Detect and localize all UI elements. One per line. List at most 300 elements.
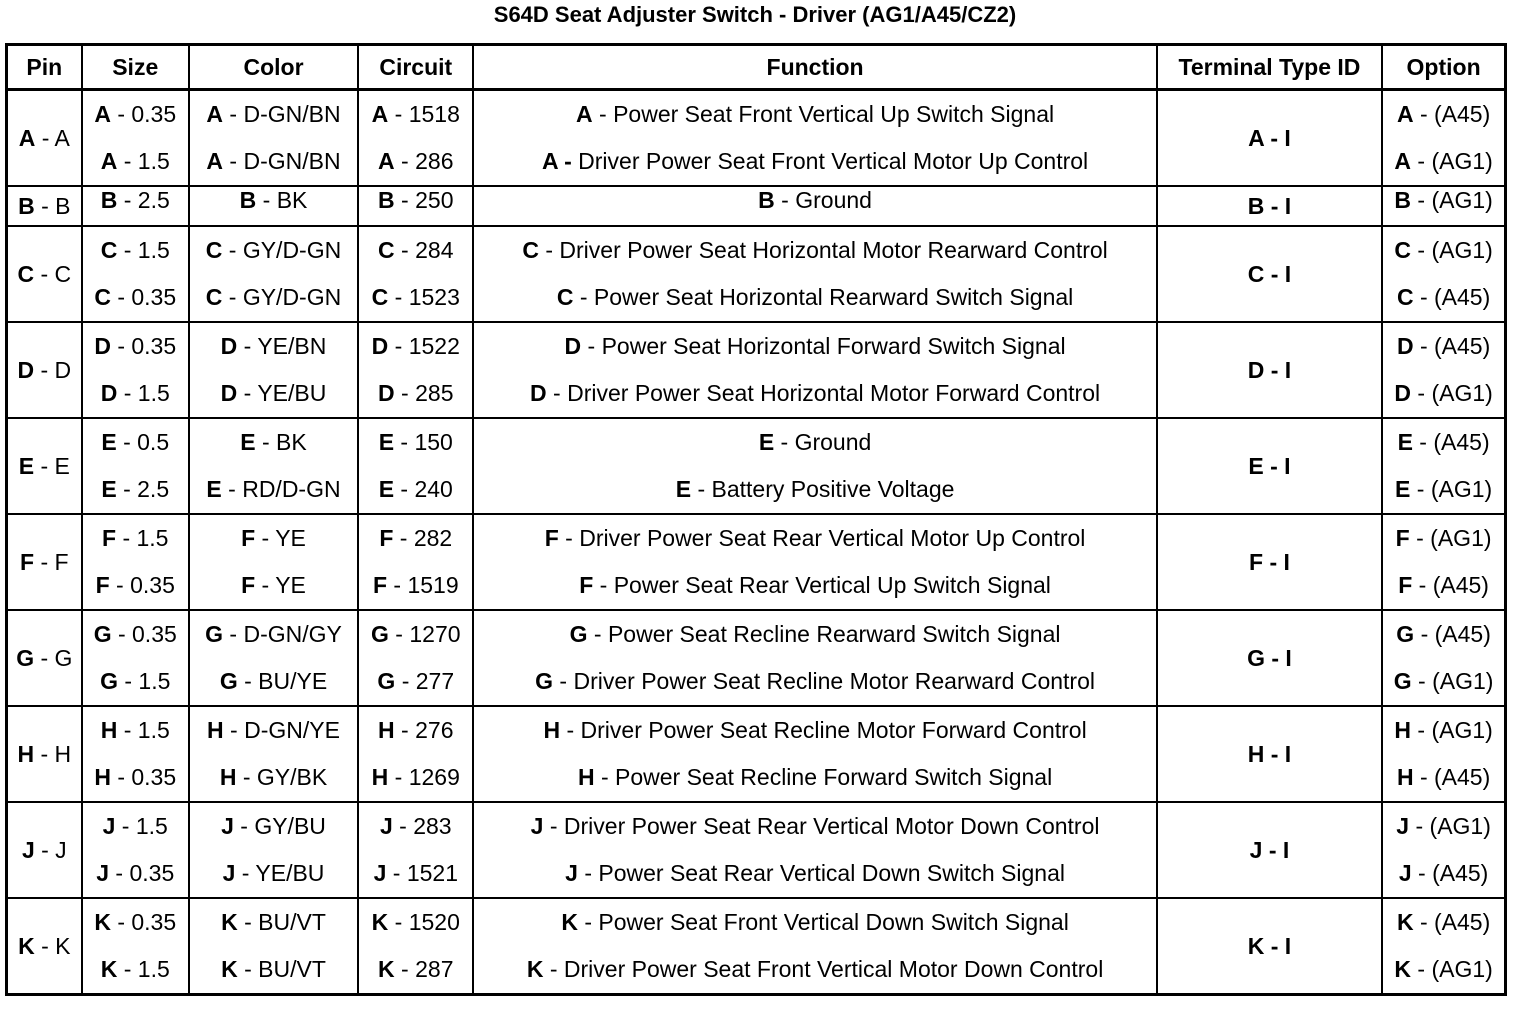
circuit-cell — [358, 418, 473, 514]
option-cell — [1382, 226, 1505, 322]
function — [474, 429, 1155, 456]
header-option: Option — [1382, 45, 1505, 90]
option-stack — [1383, 425, 1504, 507]
option — [1383, 572, 1504, 599]
circuit-stack — [359, 617, 472, 699]
function-cell — [473, 418, 1156, 514]
size-letter: D — [100, 380, 118, 406]
size-letter: F — [95, 572, 110, 598]
function-value: - Driver Power Seat Horizontal Motor Forward Control — [546, 380, 1101, 406]
size-value: - 0.35 — [109, 572, 175, 598]
color — [190, 764, 357, 791]
function-letter: K — [561, 909, 578, 935]
color — [190, 101, 357, 128]
function-value: Driver Power Seat Front Vertical Motor Up Control — [578, 148, 1089, 174]
size — [83, 621, 188, 648]
circuit-stack — [359, 233, 472, 315]
function-letter: A - — [541, 148, 579, 174]
option-cell — [1382, 322, 1505, 418]
option — [1383, 284, 1504, 311]
color-value: - D-GN/BN — [223, 148, 341, 174]
size-letter: J — [96, 860, 110, 886]
function-letter: G — [535, 668, 554, 694]
size-value: - 1.5 — [117, 956, 170, 982]
circuit-value: - 1518 — [388, 101, 460, 127]
size-letter: G — [100, 668, 118, 694]
circuit — [359, 621, 472, 648]
size — [83, 187, 188, 214]
option-letter: C — [1396, 284, 1414, 310]
option-value: - (AG1) — [1411, 956, 1493, 982]
color-value: - BK — [255, 429, 307, 455]
size-value: - 1.5 — [117, 148, 170, 174]
option-letter: A — [1396, 101, 1414, 127]
color-letter: F — [241, 525, 256, 551]
option-letter: K — [1394, 956, 1412, 982]
size — [83, 668, 188, 695]
function-value: - Ground — [774, 187, 872, 213]
pin-value: - B — [34, 192, 71, 219]
circuit-cell — [358, 706, 473, 802]
option-letter: H — [1394, 717, 1412, 743]
option-letter: B — [1394, 187, 1412, 213]
option-value: - (A45) — [1411, 860, 1489, 886]
terminal-type-value: A - I — [1248, 124, 1291, 151]
circuit — [359, 333, 472, 360]
circuit-stack — [359, 905, 472, 987]
option-value: - (A45) — [1413, 909, 1491, 935]
circuit-letter: A — [378, 148, 395, 174]
size-cell — [82, 706, 189, 802]
function-letter: H — [577, 764, 595, 790]
color-cell — [189, 514, 358, 610]
function — [474, 101, 1155, 128]
circuit-letter: E — [378, 429, 395, 455]
function-value: - Power Seat Front Vertical Up Switch Signal — [592, 101, 1055, 127]
circuit-cell — [358, 226, 473, 322]
size-letter: B — [100, 187, 118, 213]
option — [1383, 333, 1504, 360]
function — [474, 909, 1155, 936]
circuit-stack — [359, 425, 472, 507]
function-value: - Driver Power Seat Front Vertical Motor Down Control — [543, 956, 1104, 982]
color-cell — [189, 706, 358, 802]
circuit-value: - 284 — [394, 237, 454, 263]
option-value: - (AG1) — [1410, 476, 1493, 502]
circuit-value: - 1521 — [386, 860, 458, 886]
option — [1383, 525, 1504, 552]
color-value: - GY/BU — [233, 813, 326, 839]
color-letter: H — [207, 717, 224, 743]
color-stack — [190, 521, 357, 603]
option-cell — [1382, 90, 1505, 187]
table-row — [7, 322, 1506, 418]
circuit-letter: D — [371, 333, 389, 359]
color-stack — [190, 233, 357, 315]
option-value: - (A45) — [1413, 764, 1491, 790]
function-stack — [474, 905, 1155, 987]
terminal-type-value: G - I — [1247, 644, 1292, 671]
option-letter: D — [1396, 333, 1414, 359]
color-letter: D — [220, 380, 238, 406]
size-cell — [82, 898, 189, 995]
function — [474, 476, 1155, 503]
circuit-letter: F — [379, 525, 394, 551]
size — [83, 909, 188, 936]
option-letter: J — [1398, 860, 1412, 886]
color-letter: K — [221, 956, 238, 982]
terminal-type-cell — [1157, 898, 1382, 995]
pin-value: - G — [34, 644, 73, 671]
function-cell — [473, 706, 1156, 802]
pin-value: - F — [34, 548, 69, 575]
function-value: - Battery Positive Voltage — [691, 476, 955, 502]
function-stack — [474, 187, 1155, 225]
color-letter: G — [219, 668, 238, 694]
color-value: - D-GN/BN — [223, 101, 341, 127]
pin-cell — [7, 418, 82, 514]
circuit-value: - 150 — [394, 429, 453, 455]
circuit — [359, 525, 472, 552]
option-cell — [1382, 898, 1505, 995]
option-stack — [1383, 187, 1504, 225]
color-value: - D-GN/YE — [223, 717, 340, 743]
color-value: - BU/VT — [237, 909, 326, 935]
function — [474, 148, 1155, 175]
color — [190, 621, 357, 648]
option-value: - (AG1) — [1411, 668, 1494, 694]
function-stack — [474, 425, 1155, 507]
circuit — [359, 668, 472, 695]
circuit-value: - 287 — [394, 956, 454, 982]
size-cell — [82, 802, 189, 898]
color-cell — [189, 322, 358, 418]
size — [83, 380, 188, 407]
function — [474, 572, 1155, 599]
circuit-letter: C — [371, 284, 389, 310]
circuit-value: - 250 — [394, 187, 454, 213]
size-letter: K — [100, 956, 118, 982]
circuit — [359, 476, 472, 503]
color — [190, 187, 357, 214]
option-stack — [1383, 521, 1504, 603]
size-stack — [83, 809, 188, 891]
function-value: - Power Seat Horizontal Rearward Switch Signal — [573, 284, 1074, 310]
function-value: - Power Seat Rear Vertical Up Switch Signal — [593, 572, 1051, 598]
option — [1383, 956, 1504, 983]
circuit — [359, 284, 472, 311]
size-value: - 1.5 — [116, 525, 169, 551]
function — [474, 187, 1155, 214]
pin-letter: H — [17, 740, 35, 767]
circuit — [359, 429, 472, 456]
color — [190, 956, 357, 983]
circuit — [359, 187, 472, 214]
color-letter: E — [240, 429, 256, 455]
option-letter: E — [1397, 429, 1413, 455]
size — [83, 333, 188, 360]
color-value: - RD/D-GN — [221, 476, 341, 502]
pin-cell — [7, 706, 82, 802]
pin-letter: J — [21, 836, 35, 863]
option-letter: K — [1396, 909, 1414, 935]
color-letter: K — [221, 909, 238, 935]
function-letter: C — [556, 284, 574, 310]
size-letter: J — [102, 813, 116, 839]
function-stack — [474, 713, 1155, 795]
circuit-cell — [358, 610, 473, 706]
function-letter: D — [530, 380, 547, 406]
circuit — [359, 813, 472, 840]
pin-value: - A — [35, 124, 70, 151]
pin-cell — [7, 226, 82, 322]
function-cell — [473, 610, 1156, 706]
option-stack — [1383, 809, 1504, 891]
terminal-type-cell — [1157, 226, 1382, 322]
terminal-type-cell — [1157, 90, 1382, 187]
option-letter: E — [1395, 476, 1411, 502]
function-letter: J — [565, 860, 578, 886]
color-cell — [189, 418, 358, 514]
pin-value: - D — [34, 356, 72, 383]
color-stack — [190, 187, 357, 225]
function-cell — [473, 322, 1156, 418]
size-value: - 0.35 — [110, 101, 177, 127]
function-letter: K — [526, 956, 544, 982]
function — [474, 380, 1155, 407]
pin-cell — [7, 610, 82, 706]
option-cell — [1382, 610, 1505, 706]
terminal-type-cell — [1157, 322, 1382, 418]
circuit-value: - 240 — [394, 476, 453, 502]
function-cell — [473, 186, 1156, 226]
size-cell — [82, 514, 189, 610]
function-value: - Driver Power Seat Rear Vertical Motor Up Control — [558, 525, 1086, 551]
circuit-value: - 1523 — [388, 284, 460, 310]
function-value: - Power Seat Recline Rearward Switch Signal — [587, 621, 1061, 647]
circuit-letter: A — [371, 101, 389, 127]
option-value: - (AG1) — [1411, 237, 1493, 263]
color — [190, 909, 357, 936]
option-cell — [1382, 186, 1505, 226]
option — [1383, 813, 1504, 840]
function-letter: E — [675, 476, 692, 502]
function — [474, 813, 1155, 840]
pin-value: - K — [34, 932, 71, 959]
pin-cell — [7, 802, 82, 898]
size-letter: E — [101, 476, 117, 502]
table-row — [7, 418, 1506, 514]
option-value: - (A45) — [1413, 284, 1491, 310]
circuit-value: - 1519 — [387, 572, 459, 598]
option-stack — [1383, 329, 1504, 411]
terminal-type-cell — [1157, 706, 1382, 802]
function-letter: F — [544, 525, 559, 551]
pin-letter: A — [18, 124, 36, 151]
option-value: - (A45) — [1413, 333, 1491, 359]
header-function: Function — [473, 45, 1156, 90]
color-value: - BU/YE — [237, 668, 328, 694]
size — [83, 572, 188, 599]
color-stack — [190, 809, 357, 891]
size-letter: C — [100, 237, 118, 263]
size-letter: K — [94, 909, 111, 935]
option-value: - (AG1) — [1409, 525, 1492, 551]
function-stack — [474, 97, 1155, 179]
circuit-value: - 1522 — [388, 333, 460, 359]
option-value: - (A45) — [1412, 429, 1490, 455]
function-letter: G — [569, 621, 588, 647]
color-cell — [189, 90, 358, 187]
circuit-cell — [358, 802, 473, 898]
size — [83, 813, 188, 840]
color-stack — [190, 713, 357, 795]
color-letter: G — [205, 621, 224, 647]
size-value: - 1.5 — [117, 380, 170, 406]
pin-cell — [7, 514, 82, 610]
size-value: - 0.5 — [116, 429, 170, 455]
circuit-value: - 283 — [392, 813, 452, 839]
color-cell — [189, 226, 358, 322]
pin-letter: E — [18, 452, 35, 479]
size-cell — [82, 610, 189, 706]
function-value: - Driver Power Seat Rear Vertical Motor Down Control — [543, 813, 1100, 839]
color-stack — [190, 329, 357, 411]
size-value: - 0.35 — [110, 909, 177, 935]
circuit-stack — [359, 187, 472, 225]
option-letter: D — [1394, 380, 1412, 406]
function-cell — [473, 802, 1156, 898]
circuit — [359, 764, 472, 791]
size-cell — [82, 186, 189, 226]
option-value: - (A45) — [1412, 572, 1489, 598]
circuit — [359, 956, 472, 983]
size-letter: A — [100, 148, 118, 174]
function-cell — [473, 514, 1156, 610]
size-value: - 1.5 — [117, 668, 171, 694]
color-stack — [190, 425, 357, 507]
function-value: - Power Seat Recline Forward Switch Signal — [594, 764, 1053, 790]
option — [1383, 187, 1504, 214]
size-value: - 0.35 — [110, 284, 177, 310]
option-value: - (AG1) — [1411, 717, 1493, 743]
size-letter: A — [94, 101, 111, 127]
size — [83, 101, 188, 128]
circuit-letter: G — [377, 668, 396, 694]
option-letter: G — [1396, 621, 1415, 647]
pin-letter: B — [18, 192, 35, 219]
color-letter: D — [220, 333, 238, 359]
table-row — [7, 610, 1506, 706]
pin-value: - C — [34, 260, 72, 287]
function-value: - Driver Power Seat Horizontal Motor Rearward Control — [538, 237, 1108, 263]
pin-letter: K — [18, 932, 35, 959]
terminal-type-cell — [1157, 802, 1382, 898]
function — [474, 764, 1155, 791]
terminal-type-value: B - I — [1247, 192, 1292, 219]
function-value: - Power Seat Front Vertical Down Switch Signal — [577, 909, 1069, 935]
color-value: - YE — [255, 572, 306, 598]
color-cell — [189, 802, 358, 898]
table-row — [7, 186, 1506, 226]
color — [190, 668, 357, 695]
color-letter: C — [205, 237, 223, 263]
color — [190, 813, 357, 840]
color — [190, 860, 357, 887]
function — [474, 860, 1155, 887]
circuit-cell — [358, 186, 473, 226]
color — [190, 148, 357, 175]
pin-letter: D — [17, 356, 35, 383]
function — [474, 668, 1155, 695]
option-stack — [1383, 713, 1504, 795]
size-stack — [83, 617, 188, 699]
option — [1383, 101, 1504, 128]
circuit-letter: D — [378, 380, 395, 406]
color-cell — [189, 610, 358, 706]
function-letter: C — [522, 237, 539, 263]
header-pin: Pin — [7, 45, 82, 90]
size — [83, 764, 188, 791]
size — [83, 237, 188, 264]
option-value: - (AG1) — [1409, 813, 1491, 839]
color — [190, 717, 357, 744]
option-stack — [1383, 905, 1504, 987]
option — [1383, 668, 1504, 695]
terminal-type-value: J - I — [1249, 836, 1290, 863]
color-letter: J — [221, 813, 234, 839]
circuit-cell — [358, 514, 473, 610]
size-stack — [83, 97, 188, 179]
size-value: - 0.35 — [110, 764, 177, 790]
color-cell — [189, 186, 358, 226]
color-letter: B — [239, 187, 257, 213]
size — [83, 429, 188, 456]
circuit-value: - 276 — [394, 717, 454, 743]
option-cell — [1382, 802, 1505, 898]
circuit-letter: G — [371, 621, 389, 647]
circuit-cell — [358, 898, 473, 995]
color-letter: E — [206, 476, 222, 502]
function-value: - Power Seat Horizontal Forward Switch Signal — [581, 333, 1066, 359]
circuit-value: - 277 — [395, 668, 455, 694]
terminal-type-value: C - I — [1247, 260, 1292, 287]
size-value: - 0.35 — [109, 860, 175, 886]
color-value: - YE/BN — [237, 333, 327, 359]
color-cell — [189, 898, 358, 995]
option-cell — [1382, 418, 1505, 514]
function-letter: H — [543, 717, 561, 743]
function — [474, 284, 1155, 311]
size-letter: D — [94, 333, 111, 359]
size-letter: F — [102, 525, 117, 551]
color-value: - D-GN/GY — [223, 621, 342, 647]
circuit-stack — [359, 809, 472, 891]
size-value: - 0.35 — [110, 333, 177, 359]
color — [190, 237, 357, 264]
terminal-type-value: E - I — [1248, 452, 1291, 479]
function — [474, 237, 1155, 264]
size-stack — [83, 233, 188, 315]
pin-value: - E — [34, 452, 70, 479]
circuit — [359, 237, 472, 264]
pin-letter: C — [17, 260, 35, 287]
option-letter: H — [1396, 764, 1414, 790]
circuit-stack — [359, 97, 472, 179]
color-stack — [190, 97, 357, 179]
terminal-type-value: H - I — [1247, 740, 1292, 767]
table-row — [7, 226, 1506, 322]
